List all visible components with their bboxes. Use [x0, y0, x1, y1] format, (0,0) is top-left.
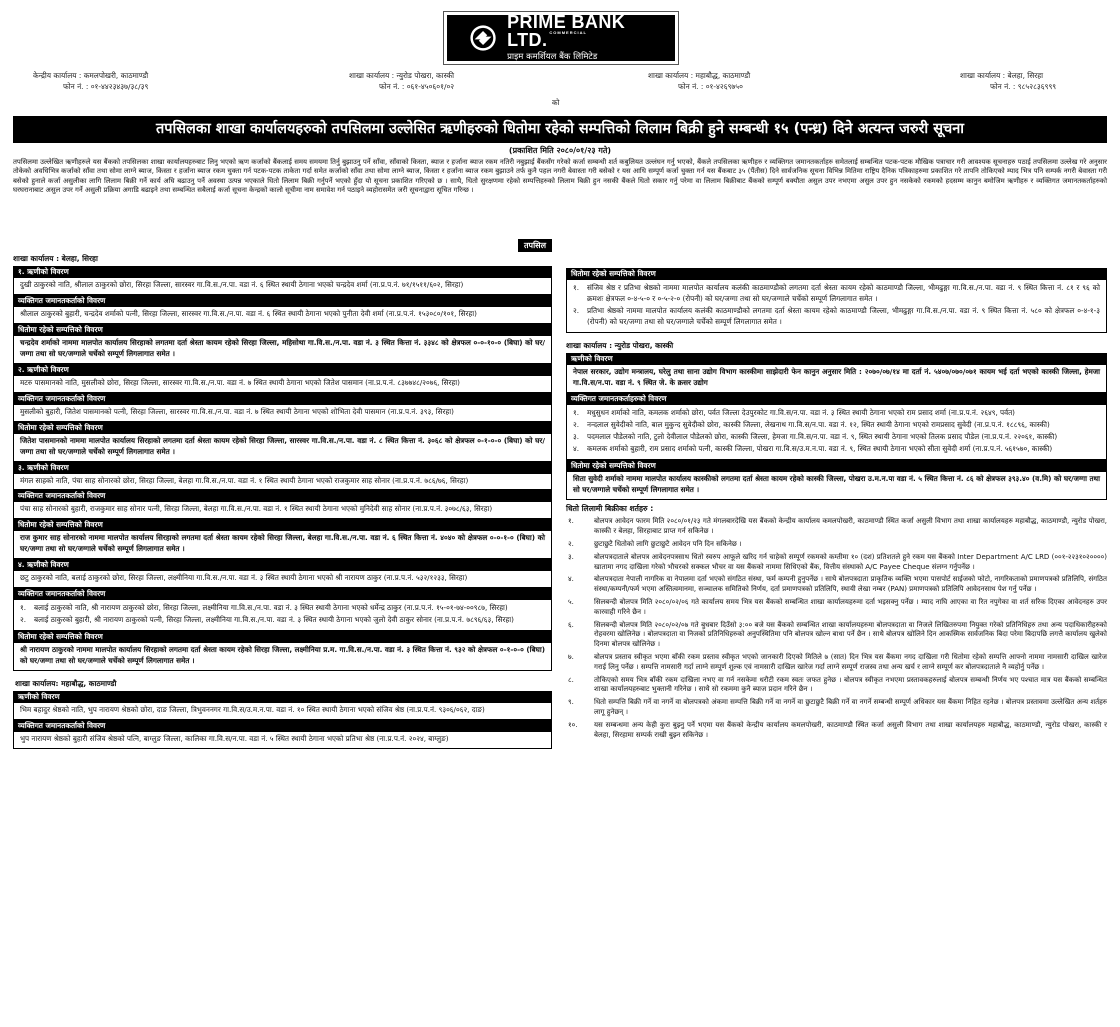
section — [13, 364, 552, 393]
office-pokhara: शाखा कार्यालय : न्युरोड पोखरा, कास्की फोन नं. : ०६१-४५०६०१/०२ — [349, 71, 455, 91]
section — [13, 393, 552, 422]
term-item: १०. यस सम्बन्धमा अन्य केही कुरा बुझ्नु पर्ने भएमा यस बैंकको केन्द्रीय कार्यालय कमलपोखरी, काठमाण्डौ स्थित कर्जा असुली विभाग तथा शाखा कार्यालयहरु महाबौद्ध, काठमाण्डौ, न्युरोड पोखरा, कास्की र बेलहा, सिरहामा सम्पर्क राखी बुझ्न सकिनेछ । — [568, 720, 1107, 739]
section-heading: व्यक्तिगत जमानतकर्ताको विवरण — [13, 295, 552, 307]
section-body: मुसलीको बुहारी, जितेश पासमानको पत्नी, सिरहा जिल्ला, सारस्वर गा.वि.स./न.पा. वडा नं. ७ स्थित स्थायी ठेगाना भएको शोभिता देवी पासमान (ना.प्र.प.नं. ३९३, सिरहा) — [13, 405, 552, 422]
list-item: १. संजिव श्रेष्ठ र प्रतिभा श्रेष्ठको नाममा मालपोत कार्यालय कलंकी काठमाण्डौको लगतमा दर्ता श्रेस्ता कायम रहेको काठमाण्डौ जिल्ला, भीमढुङ्गा गा.वि.स./न.पा. वडा नं. ९ स्थित कित्ता नं. ८१ र ९६ को क्रमशः क्षेत्रफल ०-४-५-० र ०-५-२-० (रोपनी) को घर/जग्गा तथा सो घर/जग्गाले चर्चेको सम्पूर्ण लिगलागात समेत । — [573, 283, 1100, 303]
section-body: जितेश पासमानको नाममा मालपोत कार्यालय सिरहाको लगतमा दर्ता श्रेस्ता कायम रहेको सिरहा जिल्ला, सारस्वर गा.वि.स./न.पा. वडा नं. ८ स्थित कित्ता नं. ३०६८ को क्षेत्रफल ०-१-०-० (बिघा) को घर/जग्गा तथा सो घर/जग्गाले चर्चेको सम्पूर्ण लिगलागात समेत । — [13, 434, 552, 462]
term-item: ९. धितो सम्पत्ति बिक्री गर्ने वा नगर्ने वा बोलपत्रको अंकमा सम्पत्ति बिक्री गर्ने वा नगर्ने वा छुटाछुटै बिक्री गर्ने वा नगर्ने सम्बन्धी सम्पूर्ण अधिकार यस बैंकमा निहित रहनेछ । बोलपत्र प्रस्तावमा उल्लेखित अन्य शर्तहरु लागू हुनेछन् । — [568, 698, 1107, 716]
section — [13, 422, 552, 462]
office-addresses — [0, 71, 1120, 95]
section-body: भिम बहादुर श्रेष्ठको नाति, भुप नारायण श्रेष्ठको छोरा, दाङ जिल्ला, त्रिभुवननगर गा.वि.स/उ.म.न.पा. वडा नं. १० स्थित स्थायी ठेगाना भएको संजिव श्रेष्ठ (ना.प्र.प.नं. ९३०६/०६२, दाङ) — [13, 703, 552, 720]
section-body — [566, 405, 1107, 460]
section-heading: व्यक्तिगत जमानतकर्ताको विवरण — [13, 490, 552, 502]
section-body: मंगल साहको नाति, पंचा साह सोनारको छोरा, सिरहा जिल्ला, बेलहा गा.वि.स./न.पा. वडा नं. १ स्थित स्थायी ठेगाना भएको राजकुमार साह सोनार (ना.प्र.प.नं. ७८६/७६, सिरहा) — [13, 474, 552, 491]
bank-name-nepali: प्राइम कमर्शियल बैंक लिमिटेड — [507, 51, 598, 62]
branch-title-belaha: शाखा कार्यालय : बेलहा, सिरहा — [13, 254, 98, 263]
section-body: दुखी ठाकुरको नाति, श्रीलाल ठाकुरको छोरा, सिरहा जिल्ला, सारस्वर गा.वि.स./न.पा. वडा नं. ६ स्थित स्थायी ठेगाना भएको चन्द्रदेव शर्मा (ना.प्र.प.नं. ७१/१५११/६०२, सिरहा) — [13, 278, 552, 295]
section — [13, 324, 552, 364]
office-belaha: शाखा कार्यालय : बेलहा, सिरहा फोन नं. : ९८५२८३६९९९ — [960, 71, 1057, 91]
term-item: ३. बोलपत्रदाताले बोलपत्र आवेदनपत्रसाथ धितो स्वरुप आफूले खरिद गर्न चाहेको सम्पूर्ण रकमको कम्तीमा १० (दश) प्रतिशतले हुने रकम यस बैंकको Inter Department A/C LRD (००१-२२३१०२००००) खातामा नगद दाखिला गरेको भौचरको सक्कल भौचर वा यस बैंकको नाममा सिधिएको बैंक, वित्तीय संस्थाको A/C Payee Cheque संलग्न गर्नुपर्नेछ । — [568, 552, 1107, 571]
prime-logo-icon — [469, 21, 497, 55]
section — [13, 691, 552, 720]
section-heading: ४. ऋणीको विवरण — [13, 559, 552, 571]
term-item: ६. सिलबन्दी बोलपत्र मिति २०८०/०२/०७ गते बुधबार दिउँसो ३:०० बजे यस बैंकको सम्बन्धित शाखा कार्यालयहरुमा बोलपत्रदाता वा निजले लिखितरुपमा नियुक्त गरेको प्रतिनिधिहरु तथा अन्य पदाधिकारीहरुको रोहवरमा खोलिनेछ । बोलपत्रदाता वा निजको प्रतिनिधिहरुको अनुपस्थितिमा पनि बोलपत्र खोल्न बाधा पर्ने छैन । साथै बोलपत्र खोलिने दिन आकस्मिक सार्वजनिक बिदा परेमा बिदापछि लगत्तै कार्यालय खुलेको दिनमा बोलपत्र खोलिनेछ । — [568, 620, 1107, 649]
section-body: राज कुमार साह सोनारको नाममा मालपोत कार्यालय सिरहाको लगतमा दर्ता श्रेस्ता कायम रहेको सिरहा जिल्ला, बेलहा गा.वि.स./न.पा. वडा नं. ६ स्थित कित्ता नं. ४०४० को क्षेत्रफल ०-०-१-० (बिघा) को घर/जग्गा तथा सो घर/जग्गाले चर्चेको सम्पूर्ण लिगलागात समेत । — [13, 531, 552, 559]
notice-title: तपसिलका शाखा कार्यालयहरुको तपसिलमा उल्लेसित ऋणीहरुको धितोमा रहेको सम्पत्तिको लिलाम बिक्री हुने सम्बन्धी १५ (पन्ध्र) दिने अत्यन्त जरुरी सूचना — [13, 116, 1107, 143]
bank-name: PRIME BANK LTD. $^{COMMERCIAL}$ — [507, 11, 626, 50]
section — [566, 393, 1107, 460]
bank-logo — [443, 11, 679, 65]
section-body — [13, 600, 552, 631]
list-item: ४. कमलक शर्माको बुहारी, राम प्रसाद शर्माको पत्नी, कास्की जिल्ला, पोखरा गा.वि.स/उ.म.न.पा. वडा नं. ९, स्थित स्थायी ठेगाना भएको सीता सुवेदी शर्मा (ना.प्र.प.नं. ५६१५७०, कास्की) — [573, 443, 1053, 453]
term-item: ५. सिलबन्दी बोलपत्र मिति २०८०/०२/०६ गते कार्यालय समय भित्र यस बैंकको सम्बन्धित शाखा कार्यालयहरुमा दर्ता भइसक्नु पर्नेछ । म्याद नाघि आएका वा रित नपुगेका वा शर्त सरिक दिएका आवेदनहरु उपर कारवाही गरिने छैन । — [568, 598, 1107, 616]
section-heading: २. ऋणीको विवरण — [13, 364, 552, 376]
section-heading: धितोमा रहेको सम्पत्तिको विवरण — [566, 268, 1107, 280]
section-body: चन्द्रदेव शर्माको नाममा मालपोत कार्यालय सिरहाको लगतमा दर्ता श्रेस्ता कायम रहेको सिरहा जिल्ला, महिसोथा गा.वि.स./न.पा. वडा नं. ३ स्थित कित्ता नं. ३३४८ को क्षेत्रफल ०-०-१०-० (बिघा) को घर/जग्गा तथा सो घर/जग्गाले चर्चेको सम्पूर्ण लिगलागात समेत । — [13, 336, 552, 364]
term-item: ४. बोलपत्रदाता नेपाली नागरिक वा नेपालमा दर्ता भएको संगठित संस्था, फर्म कम्पनी हुनुपर्नेछ । साथै बोलपत्रदाता प्राकृतिक व्यक्ति भएमा पासपोर्ट साईजको फोटो, नागरिकताको प्रमाणपत्रको प्रतिलिपि, संगठित संस्था/कम्पनी/फर्म भएमा अस्तित्वमानमा, सञ्चालक समितिको निर्णय, दर्ता प्रमाणपत्रको प्रतिलिपि, स्थायी लेखा नम्बर (PAN) प्रमाणपत्रको प्रतिलिपि आवेदनसाथ पेश गर्नु पर्नेछ । — [568, 575, 1107, 594]
section-heading: व्यक्तिगत जमानतकर्ताको विवरण — [13, 393, 552, 405]
section-body: पंचा साह सोनारको बुहारी, राजकुमार साह सोनार पत्नी, सिरहा जिल्ला, बेलहा गा.वि.स./न.पा. वडा नं. १ स्थित स्थायी ठेगाना भएको मुनिदेवी साह सोनार (ना.प्र.प.नं. ३०७८/६३, सिरहा) — [13, 502, 552, 519]
right-column — [566, 268, 1107, 743]
section — [13, 462, 552, 491]
branch-title-pokhara: शाखा कार्यालय : न्युरोड पोखरा, कास्की — [566, 340, 674, 350]
section-heading: धितोमा रहेको सम्पत्तिको विवरण — [13, 324, 552, 336]
list-item: २. बलाई ठाकुरको बुहारी, श्री नारायण ठाकुरको पत्नी, सिरहा जिल्ला, लक्ष्मीनिया गा.वि.स./न.पा. वडा नं. ३ स्थित स्थायी ठेगाना भएको जुलो देवी ठाकुर सोनार (ना.प्र.प.नं. ७८९६/६३, सिरहा) — [20, 615, 514, 625]
term-item: २. छुटाछुटै धितोको लागि छुटाछुटै आवेदन पनि दिन सकिनेछ । — [568, 540, 742, 549]
section-heading: १. ऋणीको विवरण — [13, 266, 552, 278]
section — [566, 268, 1107, 333]
section-body: श्री नारायण ठाकुरको नाममा मालपोत कार्यालय सिरहाको लगतमा दर्ता श्रेस्ता कायम रहेको सिरहा जिल्ला, लक्ष्मीनिया प्र.म. गा.वि.स./न.पा. वडा नं. ३ स्थित कित्ता नं. ९३२ को क्षेत्रफल ०-१-०-० (बिघा) को घर/जग्गा तथा सो घर/जग्गाले चर्चेको सम्पूर्ण लिगलागात समेत । — [13, 643, 552, 671]
section — [13, 490, 552, 519]
section-heading: धितोमा रहेको सम्पत्तिको विवरण — [13, 422, 552, 434]
term-item: ८. तोकिएको समय भित्र बाँकी रकम दाखिला नभए वा गर्न नसकेमा धरौटी रकम स्वतः जफत हुनेछ । बोलपत्र स्वीकृत नभएमा प्रस्तावकहरुलाई बोलपत्र सम्बन्धी निर्णय भए पश्चात मात्र यस बैंकको सम्बन्धित शाखा कार्यालयहरुबाट भुक्तानी गरिनेछ । साथै सो रकममा कुनै ब्याज प्रदान गरिने छैन । — [568, 675, 1107, 694]
list-item: ३. पदमलाल पौडेलको नाति, टुलो देवीलाल पौडेलको छोरा, कास्की जिल्ला, हेमजा गा.वि.स/न.पा. वडा नं. ९, स्थित स्थायी ठेगाना भएको तिलक प्रसाद पौडेल (ना.प्र.प.नं. २२०६१, कास्की) — [573, 431, 1058, 441]
section — [566, 353, 1107, 393]
list-item: १. मधुसुधन शर्माको नाति, कमलक शर्माको छोरा, पर्वत जिल्ला देउपुरकोट गा.वि.स/न.पा. वडा नं. ३ स्थित स्थायी ठेगाना भएको राम प्रसाद शर्मा (ना.प्र.प.नं. २६४९, पर्वत) — [573, 408, 1015, 418]
published-date: (प्रकाशित मिति २०८०/०१/२३ गते) — [508, 146, 612, 155]
section-body: भुप नारायण श्रेष्ठको बुहारी संजिव श्रेष्ठको पत्नि, बाग्लुङ जिल्ला, कालिका गा.वि.स/न.पा. वडा नं. ५ स्थित स्थायी ठेगाना भएको प्रतिभा श्रेष्ठ (ना.प्र.प.नं. २०२४, बाग्लुङ) — [13, 732, 552, 749]
section-body: सिता सुवेदी शर्माको नाममा मालपोत कार्यालय कास्कीको लगतमा दर्ता श्रेस्ता कायम रहेको कास्की जिल्ला, पोखरा उ.म.न.पा वडा नं. ५ स्थित कित्ता नं. ८६ को क्षेत्रफल ३९३.४० (व.मि) को घर/जग्गा तथा सो घर/जग्गाले चर्चेको सम्पूर्ण लिगलागात समेत । — [566, 472, 1107, 500]
terms-list — [566, 517, 1107, 740]
section-heading: धितोमा रहेको सम्पत्तिको विवरण — [566, 460, 1107, 472]
section — [13, 519, 552, 559]
section — [13, 720, 552, 749]
logo-text — [507, 13, 675, 63]
section-body: श्रीलाल ठाकुरको बुहारी, चन्द्रदेव शर्माको पत्नी, सिरहा जिल्ला, सारस्वर गा.वि.स./न.पा. वडा नं. ६ स्थित स्थायी ठेगाना भएको पुनीता देवी शर्मा (ना.प्र.प.नं. १५३०८०/१०१, सिरहा) — [13, 307, 552, 324]
branch-title-mahabouddha: शाखा कार्यालय: महाबौद्ध, काठमाण्डौ — [15, 678, 117, 688]
section — [566, 460, 1107, 500]
term-item: १. बोलपत्र आवेदन फारम मिति २०८०/०१/२३ गते मंगलबारदेखि यस बैंकको केन्द्रीय कार्यालय कमलपोखरी, काठमाण्डौ स्थित कर्जा असुली विभाग तथा शाखा कार्यालयहरु महाबौद्ध, काठमाण्डौ, न्युरोड पोखरा, कास्की र बेलहा, सिरहाबाट प्राप्त गर्न सकिनेछ । — [568, 517, 1107, 536]
section — [13, 588, 552, 631]
logo-box — [447, 11, 675, 62]
section — [13, 266, 552, 295]
tapsil-label: तपसिल — [518, 239, 552, 252]
section-heading: व्यक्तिगत जमानतकर्ताको विवरण — [13, 720, 552, 732]
section — [13, 631, 552, 671]
list-item: २. नन्दलाल सुवेदीको नाति, बाल मुकुन्द सुवेदीको छोरा, कास्की जिल्ला, लेखनाथ गा.वि.स/न.पा. वडा नं. १२, स्थित स्थायी ठेगाना भएको रामप्रसाद सुवेदी (ना.प्र.प.नं. १८८९६, कास्की) — [573, 420, 1050, 430]
section-body: छटु ठाकुरको नाति, बलाई ठाकुरको छोरा, सिरहा जिल्ला, लक्ष्मीनिया गा.वि.स./न.पा. वडा नं. ३ स्थित स्थायी ठेगाना भएको श्री नारायण ठाकुर (ना.प्र.प.नं. ५३२/१२३३, सिरहा) — [13, 571, 552, 588]
ko-label: को — [552, 98, 560, 107]
section-heading: व्यक्तिगत जमानतकर्ताको विवरण — [13, 588, 552, 600]
section-body: मटरु पासमानको नाति, मुसलीको छोरा, सिरहा जिल्ला, सारस्वर गा.वि.स./न.पा. वडा नं. ७ स्थित स्थायी ठेगाना भएको जितेश पासमान (ना.प्र.प.नं. ८३७७४८/२०७६, सिरहा) — [13, 376, 552, 393]
intro-paragraph: तपसिलमा उल्लेखित ऋणीहरुले यस बैंकको तपसिलका शाखा कार्यालयहरुबाट लिनु भएको ऋण कर्जाको बैंकलाई समय समयमा तिर्नु बुझाउनु पर्ने साँवा, साँवाको किस्ता, ब्याज र हर्जाना ब्याज रकम नतिरी नबुझाई बैंकसँग गरेको कर्जा सम्बन्धी शर्त कबुलियत उल्लंघन गर्नु भएको, बैंकले तपसिलका ऋणीहरु र व्यक्तिगत जमानतकर्ताहरु समेतलाई सम्बन्धित पटक-पटक मौखिक पत्राचार गरी आवश्यक सूचनाहरु पठाई तपसिलमा उल्लेख गरे अनुसार तोकेको अवधिभित्र कर्जाको साँवा तथा सोमा लाग्ने ब्याज, किस्ता र हर्जाना ब्याज रकम चुक्ता गर्न पटक-पटक ताकेता गर्दा समेत कर्जाको साँवा तथा सोमा लाग्ने ब्याज, किस्ता र हर्जाना ब्याज रकम बुझाउने तर्फ कुनै पहल नगरी बेवास्ता गरी बसेको र यस आधि सम्पूर्ण कर्जा चुक्ता गर्न यस बैंकबाट ३५ (पैंतीस) दिने सार्वजनिक सूचना विभिन्न मितिमा राष्ट्रिय दैनिक पत्रिकाहरुमा प्रकाशित गरे तापनि तोकिएको म्याद भित्र पनि सम्पर्क नगरी बेवास्ता गरी बसेको हुनाले कर्जा असुलीका लागि लिलाम बिक्री गर्ने कार्य अघि बढाउनु पर्ने अवस्था उत्पन्न भएकाले धितो लिलाम बिक्री गर्नुपर्ने भएको हुँदा यो सूचना प्रकाशित गरिएको छ । साथै, धितो सुरक्षणमा रहेको सम्पत्तिहरुको लिलाम बिक्री हुन नसकी बैंकले धितो सकार गर्नु परेमा वा लिलाम बिक्रीबाट बैंकको सम्पूर्ण बक्यौता असुल उपर नभएमा असुल उपर हुन नसकेको रकमको हदसम्म कानुन बमोजिम ऋणीहरु र व्यक्तिगत जमानतकर्ताहरुको घरघरानाबाट असुल उपर गर्ने असुली प्रक्रिया अगाडि बढाइने तथा सम्बन्धित सबैलाई कर्जा सूचना केन्द्रको कालो सूचीमा नाम समावेश गर्न पठाइने व्यहोरासमेत जरी सूचनाद्वारा सूचित गरिन्छ । — [13, 158, 1107, 195]
list-item: १. बलाई ठाकुरको नाति, श्री नारायण ठाकुरको छोरा, सिरहा जिल्ला, लक्ष्मीनिया गा.वि.स./न.पा. वडा नं. ३ स्थित स्थायी ठेगाना भएको धर्मेन्द्र ठाकुर (ना.प्र.प.नं. १५-०१-७४-००९८७, सिरहा) — [20, 603, 508, 613]
office-central: केन्द्रीय कार्यालय : कमलपोखरी, काठमाण्डौ फोन नं. : ०१-४४२३४३७/३८/३९ — [33, 71, 149, 91]
section — [13, 559, 552, 588]
section-heading: ऋणीको विवरण — [566, 353, 1107, 365]
section-heading: धितोमा रहेको सम्पत्तिको विवरण — [13, 519, 552, 531]
section — [13, 295, 552, 324]
section-heading: धितोमा रहेको सम्पत्तिको विवरण — [13, 631, 552, 643]
section-heading: ३. ऋणीको विवरण — [13, 462, 552, 474]
term-item: ७. बोलपत्र प्रस्ताव स्वीकृत भएमा बाँकी रकम प्रस्ताव स्वीकृत भएको जानकारी दिएको मितिले ७ (सात) दिन भित्र यस बैंकमा नगद दाखिला गरी धितोमा रहेको सम्पत्ति आफ्नो नाममा नामसारी दाखिल खारेज गराई लिनु पर्नेछ । सम्पत्ति नामसारी गर्दा लाग्ने सम्पूर्ण शुल्क एवं नामसारी दाखिल खारेज गर्दा लाग्ने सम्पूर्ण राजस्व तथा अन्य खर्च र लाग्ने सम्पूर्ण कर बोलपत्रदाताले नै व्यहोर्नु पर्नेछ । — [568, 653, 1107, 671]
terms-title: धितो लिलामी बिक्रीका शर्तहरु : — [566, 503, 654, 513]
left-column — [13, 266, 552, 749]
section-body: नेपाल सरकार, उद्योग मन्त्रालय, घरेलु तथा साना उद्योग विभाग कास्कीमा साझेदारी फेन कानुन अनुसार मिति : २०७०/०७/१४ मा दर्ता नं. ५४०७/०७०/०७१ कायम भई दर्ता भएको कास्की जिल्ला, हेमजा गा.वि.स/न.पा. वडा नं. ९ स्थित जे. के क्रसर उद्योग — [566, 365, 1107, 393]
list-item: २. प्रतिभा श्रेष्ठको नाममा मालपोत कार्यालय कलंकी काठमाण्डौको लगतमा दर्ता श्रेस्ता कायम रहेको काठमाण्डौ जिल्ला, भीमढुङ्गा गा.वि.स./न.पा. वडा नं. ९ स्थित कित्ता नं. ५८० को क्षेत्रफल ०-४-१-३ (रोपनी) को घर/जग्गा तथा सो घर/जग्गाले चर्चेको सम्पूर्ण लिगलागात समेत । — [573, 305, 1100, 326]
commercial-tag: COMMERCIAL — [549, 29, 587, 35]
section-heading: व्यक्तिगत जमानतकर्ताहरुको विवरण — [566, 393, 1107, 405]
section-body — [566, 280, 1107, 333]
section-heading: ऋणीको विवरण — [13, 691, 552, 703]
office-mahabouddha: शाखा कार्यालय : महाबौद्ध, काठमाण्डौ फोन नं. : ०१-४२६९७५० — [648, 71, 751, 91]
